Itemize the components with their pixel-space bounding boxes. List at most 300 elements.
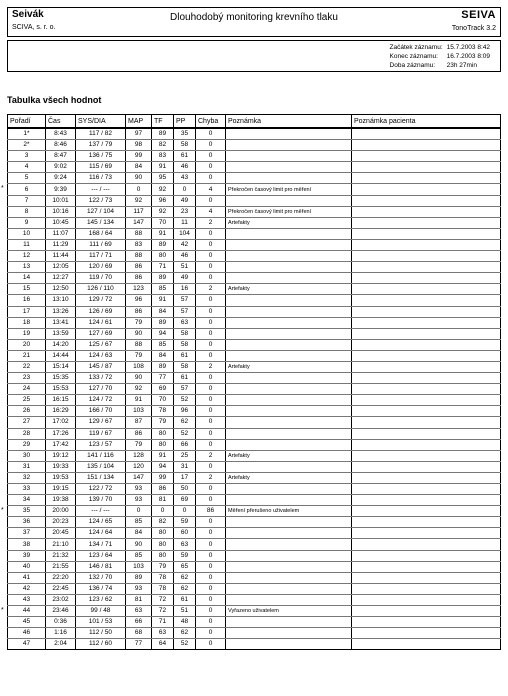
row-number: 40 [22,562,31,570]
row-number: 31 [22,462,31,470]
note-cell: Vyřazeno uživatelem [226,606,352,617]
row-index-cell [8,317,46,328]
sys-dia-cell: 134 / 71 [76,539,126,550]
pulse-pressure-cell: 51 [174,262,196,273]
table-row [8,428,501,439]
pulse-pressure-cell: 57 [174,384,196,395]
heart-rate-cell: 91 [152,162,174,173]
pulse-pressure-cell: 62 [174,628,196,639]
map-cell: 84 [126,162,152,173]
row-number: 24 [22,385,31,393]
time-cell: 2:04 [46,639,76,650]
time-cell: 21:55 [46,561,76,572]
sys-dia-cell: 137 / 79 [76,140,126,151]
error-cell: 0 [196,617,226,628]
note-cell [226,317,352,328]
row-number: 11 [23,240,30,248]
patient-note-cell [352,373,501,384]
row-number: 29 [22,440,31,448]
patient-note-cell [352,284,501,295]
time-cell: 15:35 [46,373,76,384]
row-number: 4 [24,163,29,171]
table-body [1,128,501,650]
map-cell: 93 [126,495,152,506]
sys-dia-cell: 133 / 72 [76,373,126,384]
row-index-cell [8,195,46,206]
row-index-cell [8,572,46,583]
error-cell: 0 [196,239,226,250]
patient-note-cell [352,217,501,228]
note-cell [226,561,352,572]
error-cell: 4 [196,206,226,217]
pulse-pressure-cell: 46 [174,162,196,173]
row-index-cell [8,251,46,262]
heart-rate-cell: 78 [152,583,174,594]
row-number: 20 [22,340,31,348]
row-number: 9 [24,218,29,226]
sys-dia-cell: 132 / 70 [76,572,126,583]
note-cell [226,539,352,550]
row-number: 13 [22,263,31,271]
time-cell: 12:27 [46,273,76,284]
sys-dia-cell: 120 / 69 [76,262,126,273]
note-cell [226,583,352,594]
map-cell: 147 [126,217,152,228]
row-index-cell [8,273,46,284]
map-cell: 84 [126,528,152,539]
map-cell: 0 [126,506,152,517]
row-number: 12 [22,252,31,260]
table-row [8,228,501,239]
sys-dia-cell: 145 / 134 [76,217,126,228]
note-cell [226,239,352,250]
table-row [8,328,501,339]
record-info-table [388,43,492,70]
sys-dia-cell: 151 / 134 [76,472,126,483]
row-index-cell [8,206,46,217]
patient-note-cell [352,561,501,572]
time-cell: 8:47 [46,151,76,162]
error-cell: 2 [196,450,226,461]
row-marker: * [1,607,4,615]
table-row [8,561,501,572]
pulse-pressure-cell: 48 [174,617,196,628]
error-cell: 0 [196,539,226,550]
column-header: Chyba [196,115,226,129]
row-number: 28 [22,429,31,437]
heart-rate-cell: 80 [152,428,174,439]
error-cell: 0 [196,306,226,317]
sys-dia-cell: 117 / 82 [76,128,126,140]
table-row [8,195,501,206]
map-cell: 89 [126,572,152,583]
heart-rate-cell: 92 [152,206,174,217]
pulse-pressure-cell: 58 [174,339,196,350]
row-number: 35 [22,507,31,515]
pulse-pressure-cell: 46 [174,251,196,262]
error-cell: 0 [196,606,226,617]
sys-dia-cell: 101 / 53 [76,617,126,628]
patient-note-cell [352,406,501,417]
table-row [8,550,501,561]
time-cell: 23:02 [46,594,76,605]
note-cell [226,628,352,639]
sys-dia-cell: 119 / 70 [76,273,126,284]
note-cell [226,495,352,506]
heart-rate-cell: 80 [152,528,174,539]
time-cell: 9:39 [46,184,76,195]
table-row [8,217,501,228]
row-index-cell [8,617,46,628]
error-cell: 0 [196,517,226,528]
report-title: Dlouhodobý monitoring krevního tlaku [170,12,338,23]
column-header: PP [174,115,196,129]
map-cell: 85 [126,550,152,561]
heart-rate-cell: 80 [152,251,174,262]
sys-dia-cell: 124 / 72 [76,395,126,406]
patient-note-cell [352,206,501,217]
map-cell: 68 [126,628,152,639]
sys-dia-cell: --- / --- [76,506,126,517]
heart-rate-cell: 91 [152,228,174,239]
table-row [8,373,501,384]
time-cell: 22:20 [46,572,76,583]
map-cell: 90 [126,328,152,339]
time-cell: 20:45 [46,528,76,539]
note-cell [226,517,352,528]
heart-rate-cell: 79 [152,417,174,428]
note-cell [226,373,352,384]
duration-value: 23h 27min [446,62,477,69]
table-row [8,273,501,284]
error-cell: 0 [196,406,226,417]
note-cell [226,417,352,428]
sys-dia-cell: 141 / 116 [76,450,126,461]
row-index-cell [8,439,46,450]
row-number: 43 [22,595,31,603]
error-cell: 0 [196,583,226,594]
row-number: 38 [22,540,31,548]
heart-rate-cell: 95 [152,173,174,184]
row-index-cell [8,550,46,561]
table-row [8,583,501,594]
row-index-cell [8,384,46,395]
pulse-pressure-cell: 35 [174,128,196,140]
row-index-cell [8,583,46,594]
table-row [8,439,501,450]
error-cell: 2 [196,361,226,372]
sys-dia-cell: 127 / 69 [76,328,126,339]
table-row [8,317,501,328]
row-number: 39 [22,551,31,559]
heart-rate-cell: 96 [152,195,174,206]
row-index-cell [8,361,46,372]
row-number: 45 [22,618,31,626]
table-row [8,184,501,195]
heart-rate-cell: 94 [152,328,174,339]
patient-note-cell [352,528,501,539]
heart-rate-cell: 72 [152,606,174,617]
time-cell: 10:45 [46,217,76,228]
patient-note-cell [352,628,501,639]
patient-note-cell [352,140,501,151]
error-cell: 0 [196,128,226,140]
row-index-cell [8,306,46,317]
patient-note-cell [352,384,501,395]
pulse-pressure-cell: 0 [174,184,196,195]
pulse-pressure-cell: 59 [174,517,196,528]
patient-note-cell [352,306,501,317]
row-number: 23 [22,374,31,382]
pulse-pressure-cell: 49 [174,273,196,284]
note-cell [226,639,352,650]
row-number: 18 [22,318,31,326]
table-row [8,128,501,140]
heart-rate-cell: 89 [152,361,174,372]
patient-note-cell [352,317,501,328]
table-row [8,306,501,317]
map-cell: 83 [126,239,152,250]
error-cell: 4 [196,184,226,195]
map-cell: 90 [126,173,152,184]
pulse-pressure-cell: 42 [174,239,196,250]
row-index-cell [1,184,46,195]
error-cell: 0 [196,639,226,650]
row-index-cell [8,350,46,361]
heart-rate-cell: 79 [152,561,174,572]
error-cell: 0 [196,162,226,173]
error-cell: 0 [196,339,226,350]
row-number: 36 [22,518,31,526]
note-cell [226,428,352,439]
row-index-cell [8,217,46,228]
note-cell [226,328,352,339]
pulse-pressure-cell: 16 [174,284,196,295]
patient-note-cell [352,328,501,339]
error-cell: 0 [196,561,226,572]
time-cell: 23:46 [46,606,76,617]
map-cell: 120 [126,461,152,472]
map-cell: 0 [126,184,152,195]
pulse-pressure-cell: 58 [174,328,196,339]
time-cell: 15:14 [46,361,76,372]
pulse-pressure-cell: 11 [174,217,196,228]
note-cell [226,406,352,417]
note-cell [226,395,352,406]
map-cell: 77 [126,639,152,650]
sys-dia-cell: 129 / 67 [76,417,126,428]
time-cell: 21:32 [46,550,76,561]
table-row [8,151,501,162]
table-row [8,206,501,217]
map-cell: 92 [126,195,152,206]
end-label: Konec záznamu: [389,53,438,60]
row-number: 34 [22,496,31,504]
error-cell: 0 [196,594,226,605]
pulse-pressure-cell: 50 [174,484,196,495]
sys-dia-cell: 139 / 70 [76,495,126,506]
row-index-cell [8,628,46,639]
note-cell [226,128,352,140]
pulse-pressure-cell: 31 [174,461,196,472]
time-cell: 1:16 [46,628,76,639]
table-row [8,517,501,528]
heart-rate-cell: 69 [152,384,174,395]
row-marker: * [1,507,4,515]
map-cell: 86 [126,262,152,273]
row-index-cell [8,450,46,461]
map-cell: 128 [126,450,152,461]
time-cell: 11:44 [46,251,76,262]
sys-dia-cell: 116 / 73 [76,173,126,184]
heart-rate-cell: 71 [152,262,174,273]
sys-dia-cell: 124 / 61 [76,317,126,328]
end-value: 16.7.2003 8:09 [446,53,490,60]
time-cell: 8:43 [46,128,76,140]
patient-note-cell [352,428,501,439]
table-row [8,572,501,583]
pulse-pressure-cell: 25 [174,450,196,461]
time-cell: 11:07 [46,228,76,239]
table-row [8,528,501,539]
heart-rate-cell: 89 [152,128,174,140]
map-cell: 91 [126,395,152,406]
time-cell: 9:24 [46,173,76,184]
error-cell: 2 [196,472,226,483]
error-cell: 0 [196,295,226,306]
time-cell: 17:26 [46,428,76,439]
pulse-pressure-cell: 52 [174,395,196,406]
row-index-cell [8,417,46,428]
patient-note-cell [352,594,501,605]
patient-note-cell [352,506,501,517]
error-cell: 0 [196,173,226,184]
note-cell [226,273,352,284]
column-header: SYS/DIA [76,115,126,129]
table-row [8,606,501,617]
map-cell: 86 [126,428,152,439]
sys-dia-cell: 111 / 69 [76,239,126,250]
heart-rate-cell: 80 [152,539,174,550]
map-cell: 79 [126,439,152,450]
time-cell: 13:10 [46,295,76,306]
table-row [8,262,501,273]
note-cell: Artefakty [226,284,352,295]
note-cell [226,251,352,262]
note-cell [226,140,352,151]
pulse-pressure-cell: 57 [174,295,196,306]
note-cell: Překročen časový limit pro měření [226,206,352,217]
row-index-cell [8,151,46,162]
row-index-cell [8,395,46,406]
map-cell: 86 [126,306,152,317]
row-index-cell [8,339,46,350]
map-cell: 123 [126,284,152,295]
heart-rate-cell: 82 [152,140,174,151]
row-number: 22 [22,363,31,371]
brand-logo: SEIVA [461,9,496,21]
map-cell: 99 [126,151,152,162]
note-cell: Artefakty [226,217,352,228]
row-number: 7 [24,196,29,204]
report-header [7,7,501,37]
error-cell: 0 [196,395,226,406]
table-row [8,628,501,639]
table-row [8,140,501,151]
pulse-pressure-cell: 51 [174,606,196,617]
pulse-pressure-cell: 0 [174,506,196,517]
note-cell [226,195,352,206]
heart-rate-cell: 80 [152,439,174,450]
error-cell: 0 [196,461,226,472]
heart-rate-cell: 85 [152,339,174,350]
map-cell: 66 [126,617,152,628]
error-cell: 0 [196,151,226,162]
time-cell: 19:15 [46,484,76,495]
time-cell: 19:38 [46,495,76,506]
row-number: 42 [22,584,31,592]
row-index-cell [8,162,46,173]
table-row [8,361,501,372]
sys-dia-cell: 166 / 70 [76,406,126,417]
sys-dia-cell: 136 / 75 [76,151,126,162]
heart-rate-cell: 70 [152,395,174,406]
time-cell: 14:44 [46,350,76,361]
note-cell: Artefakty [226,361,352,372]
row-number: 8 [24,207,29,215]
row-index-cell [8,373,46,384]
map-cell: 81 [126,594,152,605]
time-cell: 13:26 [46,306,76,317]
note-cell: Překročen časový limit pro měření [226,184,352,195]
company-subtitle: SCIVA, s. r. o. [12,24,56,31]
row-number: 3 [24,152,29,160]
time-cell: 10:01 [46,195,76,206]
note-cell [226,162,352,173]
note-cell [226,439,352,450]
row-index-cell [8,228,46,239]
column-header: Poznámka pacienta [352,115,501,129]
sys-dia-cell: 122 / 72 [76,484,126,495]
row-number: 6 [24,185,29,193]
row-number: 47 [22,640,31,648]
patient-note-cell [352,228,501,239]
column-header: MAP [126,115,152,129]
record-info-box [7,40,501,72]
sys-dia-cell: 168 / 64 [76,228,126,239]
pulse-pressure-cell: 23 [174,206,196,217]
patient-note-cell [352,173,501,184]
time-cell: 13:41 [46,317,76,328]
row-index-cell [8,594,46,605]
patient-note-cell [352,195,501,206]
time-cell: 11:29 [46,239,76,250]
error-cell: 0 [196,328,226,339]
map-cell: 103 [126,561,152,572]
map-cell: 108 [126,361,152,372]
map-cell: 92 [126,384,152,395]
error-cell: 0 [196,262,226,273]
time-cell: 12:50 [46,284,76,295]
time-cell: 9:02 [46,162,76,173]
pulse-pressure-cell: 49 [174,195,196,206]
table-row [8,239,501,250]
map-cell: 147 [126,472,152,483]
table-row [8,495,501,506]
time-cell: 19:12 [46,450,76,461]
note-cell [226,350,352,361]
map-cell: 79 [126,350,152,361]
